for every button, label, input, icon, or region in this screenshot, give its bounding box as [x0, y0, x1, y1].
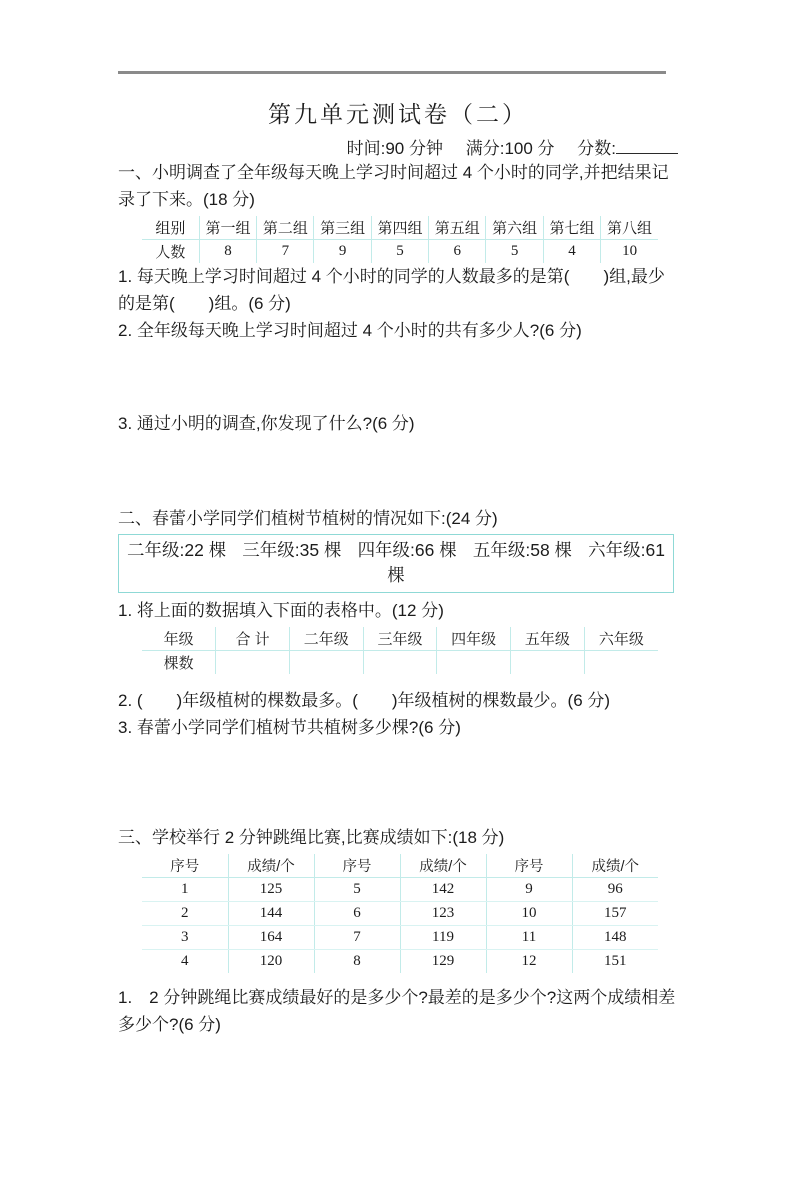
table-cell: 129: [400, 950, 486, 974]
section-2-question-3: 3. 春蕾小学同学们植树节共植树多少棵?(6 分): [118, 718, 461, 737]
section-2-question-1: 1. 将上面的数据填入下面的表格中。(12 分): [118, 601, 444, 620]
tree-data-item: 六年级:61: [588, 540, 665, 560]
table-cell: 序号: [142, 854, 228, 878]
section-2-heading: 二、春蕾小学同学们植树节植树的情况如下:(24 分): [118, 509, 498, 528]
table-cell: 第三组: [314, 216, 371, 240]
table-cell: 10: [486, 902, 572, 926]
rope-skipping-table: [142, 854, 658, 973]
table-cell: 157: [572, 902, 658, 926]
answer-space: [118, 741, 678, 824]
score-blank: [616, 135, 678, 154]
table-row: [142, 854, 658, 878]
tree-data-item: 四年级:66 棵: [357, 540, 457, 560]
page-title: 第九单元测试卷（二）: [268, 102, 528, 127]
table-cell: 第一组: [199, 216, 256, 240]
table-cell: 7: [257, 240, 314, 264]
table-cell: 成绩/个: [228, 854, 314, 878]
table-row: [142, 950, 658, 974]
table-cell: 144: [228, 902, 314, 926]
table-cell: 第五组: [429, 216, 486, 240]
section-1-question-3: 3. 通过小明的调查,你发现了什么?(6 分): [118, 414, 415, 433]
table-cell: 1: [142, 878, 228, 902]
table-cell: 6: [429, 240, 486, 264]
table-cell: 2: [142, 902, 228, 926]
table-cell: 成绩/个: [572, 854, 658, 878]
section-3-heading: 三、学校举行 2 分钟跳绳比赛,比赛成绩如下:(18 分): [118, 828, 505, 847]
table-cell-blank: [511, 651, 585, 675]
tree-data-item: 二年级:22 棵: [127, 540, 227, 560]
table-cell: 5: [314, 878, 400, 902]
table-cell: 7: [314, 926, 400, 950]
table-row: [142, 878, 658, 902]
table-cell: 年级: [142, 627, 216, 651]
section-3-question-1: 1. 2 分钟跳绳比赛成绩最好的是多少个?最差的是多少个?这两个成绩相差多少个?(6 分): [118, 988, 676, 1034]
tree-data-wrap: 棵: [387, 565, 405, 585]
grade-trees-table: [142, 627, 658, 674]
table-row: [142, 627, 658, 651]
table-cell: 8: [314, 950, 400, 974]
table-cell: 组别: [142, 216, 199, 240]
table-cell: 5: [371, 240, 428, 264]
table-cell-blank: [289, 651, 363, 675]
table-row: [142, 216, 658, 240]
exam-info-line: [118, 134, 678, 159]
table-cell: 11: [486, 926, 572, 950]
table-cell: 三年级: [363, 627, 437, 651]
table-cell: 第六组: [486, 216, 543, 240]
table-cell: 四年级: [437, 627, 511, 651]
table-cell: 人数: [155, 244, 186, 261]
table-cell: 123: [400, 902, 486, 926]
table-cell: 4: [543, 240, 600, 264]
table-row: [142, 240, 658, 264]
section-2-question-2: 2. ( )年级植树的棵数最多。( )年级植树的棵数最少。(6 分): [118, 691, 611, 710]
table-cell: 164: [228, 926, 314, 950]
tree-data-item: 五年级:58 棵: [472, 540, 573, 560]
section-1-question-2: 2. 全年级每天晚上学习时间超过 4 个小时的共有多少人?(6 分): [118, 321, 582, 340]
section-1-heading: 一、小明调查了全年级每天晚上学习时间超过 4 个小时的同学,并把结果记录了下来。(18 分): [118, 163, 669, 209]
full-score-label: 满分:100 分: [465, 139, 555, 158]
test-paper-page: [118, 71, 678, 1038]
table-row: [142, 902, 658, 926]
table-cell: 二年级: [289, 627, 363, 651]
table-cell: 5: [486, 240, 543, 264]
table-cell: 120: [228, 950, 314, 974]
header-rule: [118, 71, 666, 74]
tree-data-box: [118, 534, 674, 593]
table-cell: 6: [314, 902, 400, 926]
table-cell: 第七组: [543, 216, 600, 240]
table-cell: 棵数: [163, 655, 194, 672]
table-cell: 合 计: [216, 627, 290, 651]
table-cell: 9: [486, 878, 572, 902]
answer-space: [118, 344, 678, 410]
table-cell: 3: [142, 926, 228, 950]
table-row: [142, 651, 658, 675]
tree-data-line-1: [127, 538, 665, 563]
table-cell: 96: [572, 878, 658, 902]
table-cell: 序号: [314, 854, 400, 878]
table-cell: 12: [486, 950, 572, 974]
table-cell-blank: [363, 651, 437, 675]
table-cell: 第四组: [371, 216, 428, 240]
table-cell: 4: [181, 953, 189, 969]
table-cell: 第八组: [601, 216, 658, 240]
answer-space: [118, 437, 678, 505]
table-cell-blank: [437, 651, 511, 675]
table-cell: 成绩/个: [400, 854, 486, 878]
table-cell: 9: [314, 240, 371, 264]
table-cell: 10: [601, 240, 658, 264]
tree-data-item: 三年级:35 棵: [242, 540, 342, 560]
table-cell: 8: [199, 240, 256, 264]
score-label: 分数:: [577, 139, 616, 158]
table-cell: 125: [228, 878, 314, 902]
table-cell: 五年级: [511, 627, 585, 651]
table-cell: 119: [400, 926, 486, 950]
table-cell: 序号: [486, 854, 572, 878]
time-label: 时间:90 分钟: [346, 139, 443, 158]
table-row: [142, 926, 658, 950]
table-cell-blank: [216, 651, 290, 675]
table-cell: 六年级: [584, 627, 658, 651]
table-cell: 第二组: [257, 216, 314, 240]
table-cell: 151: [572, 950, 658, 974]
table-cell: 148: [572, 926, 658, 950]
table-cell-blank: [584, 651, 658, 675]
section-1-question-1: 1. 每天晚上学习时间超过 4 个小时的同学的人数最多的是第( )组,最少的是第( )组。(6 分): [118, 267, 665, 313]
study-time-table: [142, 216, 658, 263]
table-cell: 142: [400, 878, 486, 902]
